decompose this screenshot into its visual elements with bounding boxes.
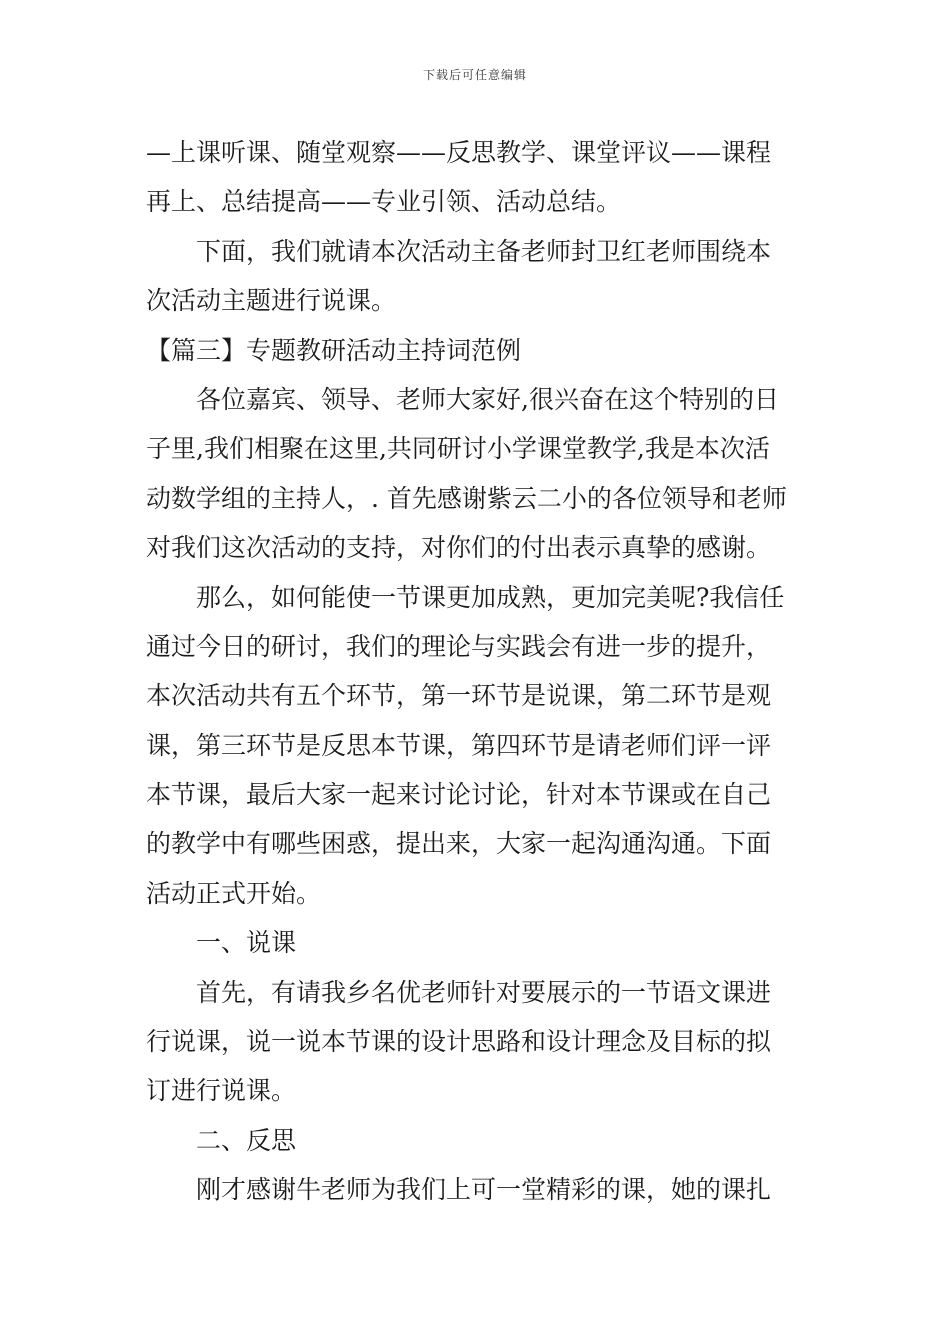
text-line: 再上、总结提高——专业引领、活动总结。	[146, 187, 622, 217]
text-line: 下面，我们就请本次活动主备老师封卫红老师围绕本	[196, 236, 772, 266]
text-line: 刚才感谢牛老师为我们上可一堂精彩的课，她的课扎	[196, 1175, 772, 1205]
text-line: —上课听课、随堂观察——反思教学、课堂评议——课程	[146, 138, 772, 167]
text-line: 首先，有请我乡名优老师针对要展示的一节语文课进	[196, 977, 772, 1007]
page-header: 下载后可任意编辑	[422, 68, 527, 82]
text-line: 各位嘉宾、领导、老师大家好,很兴奋在这个特别的日	[196, 384, 779, 414]
text-line: 对我们这次活动的支持，对你们的付出表示真挚的感谢。	[146, 533, 772, 563]
text-line: 本节课，最后大家一起来讨论讨论，针对本节课或在自己	[146, 780, 772, 810]
text-line: 动数学组的主持人，. 首先感谢紫云二小的各位领导和老师	[146, 483, 787, 513]
text-line: 次活动主题进行说课。	[146, 286, 397, 316]
text-line: 子里,我们相聚在这里,共同研讨小学课堂教学,我是本次活	[146, 434, 770, 464]
subsection-heading: 二、反思	[196, 1125, 297, 1155]
text-line: 课，第三环节是反思本节课，第四环节是请老师们评一评	[146, 730, 772, 760]
text-line: 行说课，说一说本节课的设计思路和设计理念及目标的拟	[146, 1027, 772, 1057]
section-heading: 【篇三】专题教研活动主持词范例	[146, 335, 522, 365]
text-line: 活动正式开始。	[146, 878, 322, 908]
text-line: 通过今日的研讨，我们的理论与实践会有进一步的提升，	[146, 631, 772, 661]
text-line: 的教学中有哪些困惑，提出来，大家一起沟通沟通。下面	[146, 829, 772, 859]
text-line: 那么，如何能使一节课更加成熟，更加完美呢?我信任	[196, 582, 785, 612]
text-line: 订进行说课。	[146, 1076, 297, 1106]
text-line: 本次活动共有五个环节，第一环节是说课，第二环节是观	[146, 681, 772, 711]
subsection-heading: 一、说课	[196, 928, 297, 958]
document-body	[146, 128, 808, 1215]
